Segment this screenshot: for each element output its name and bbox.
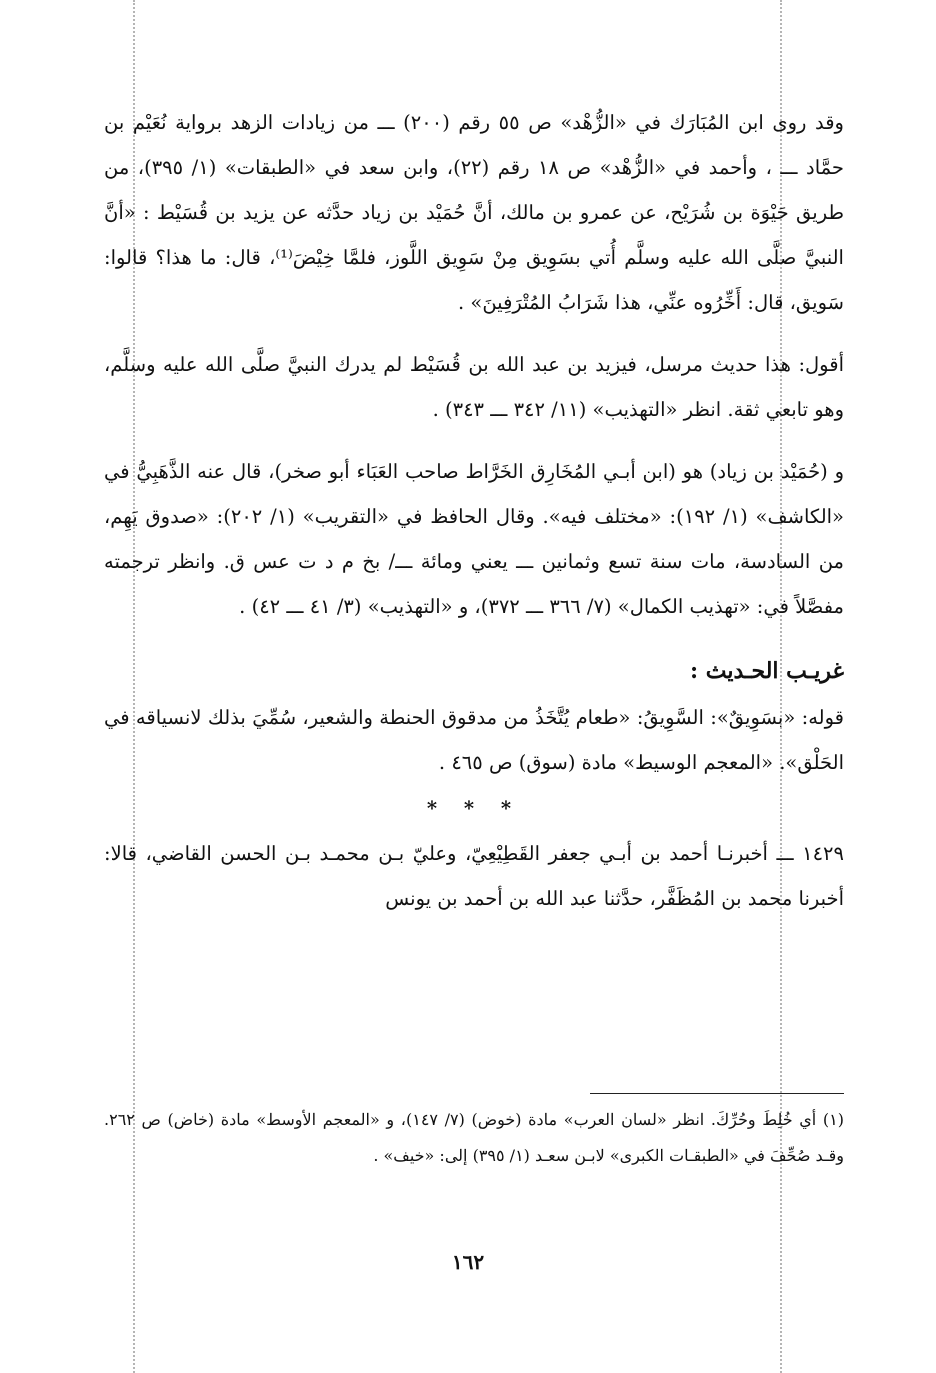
paragraph-zuhd-narration: وقد روى ابن المُبَارَك في «الزُّهْد» ص ٥٥ رقم (٢٠٠) ـــ من زيادات الزهد برواية نُعَيْم بن حمَّاد ـــ ، وأحمد في «الزُّهْد» ص ١٨ رقم (٢٢)، وابن سعد في «الطبقات» (١/ ٣٩٥)، من طريق حَيْوَة بن شُرَيْح، عن عمرو بن مالك، أنَّ حُمَيْد بن زياد حدَّثه عن يزيد بن قُسَيْط : «أنَّ النبيَّ صلَّى الله عليه وسلَّم أُتي بسَوِيق مِنْ سَوِيق اللَّوز، فلمَّا خِيْضَ⁽¹⁾، قال: ما هذا؟ قالوا: سَويق، قال: أَخِّرُوه عنِّي، هذا شَرَابُ المُتْرَفِينَ» . [104,111,844,314]
footnote-1: (١) أي خُلِطَ وحُرِّكَ. انظر «لسان العرب» مادة (خوض) (٧/ ١٤٧)، و «المعجم الأوسط» مادة (خاض) ص ٢٦٢. وقـد صُحِّفَ في «الطبقـات الكبرى» لابـن سعـد (١/ ٣٩٥) إلى: «خيف» . [104,1110,844,1165]
page-number: ١٦٢ [451,1250,485,1274]
paragraph-hadith-1429: ١٤٢٩ ـــ أخبرنـا أحمد بن أبـي جعفر القَطِيْعِيّ، وعليّ بـن محمـد بـن الحسن القاضي، قالا: أخبرنا محمد بن المُظَفَّر، حدَّثنا عبد الله بن أحمد بن يونس [104,842,844,910]
paragraph-mursal-comment: أقول: هذا حديث مرسل، فيزيد بن عبد الله بن قُسَيْط لم يدرك النبيَّ صلَّى الله عليه وسلَّم، وهو تابعي ثقة. انظر «التهذيب» (١١/ ٣٤٢ ـــ ٣٤٣) . [104,353,844,421]
section-heading-gharib: غريـب الحـديث : [690,658,844,684]
footnote-divider [590,1093,844,1094]
paragraph-humayd-bio: و (حُمَيْد بن زياد) هو (ابن أبـي المُخَارِق الخَرَّاط صاحب العَبَاء أبو صخر)، قال عنه الذَّهَبِيُّ في «الكاشف» (١/ ١٩٢): «مختلف فيه». وقال الحافظ في «التقريب» (١/ ٢٠٢): «صدوق يَهِم، من السادسة، مات سنة تسع وثمانين ـــ يعني ومائة ـــ/ بخ م د ت عس ق. وانظر ترجمته مفصَّلاً في: «تهذيب الكمال» (٧/ ٣٦٦ ـــ ٣٧٢)، و «التهذيب» (٣/ ٤١ ـــ ٤٢) . [104,460,844,618]
main-text [104,100,844,921]
footnotes [104,1102,844,1174]
paragraph-gharib-sawiq: قوله: «بسَوِيقٌ»: السَّوِيقُ: «طعام يُتَّخَذُ من مدقوق الحنطة والشعير، سُمِّيَ بذلك لانسياقه في الحَلْق». «المعجم الوسيط» مادة (سوق) ص ٤٦٥ . [104,706,844,774]
section-separator: * * * [426,797,522,820]
